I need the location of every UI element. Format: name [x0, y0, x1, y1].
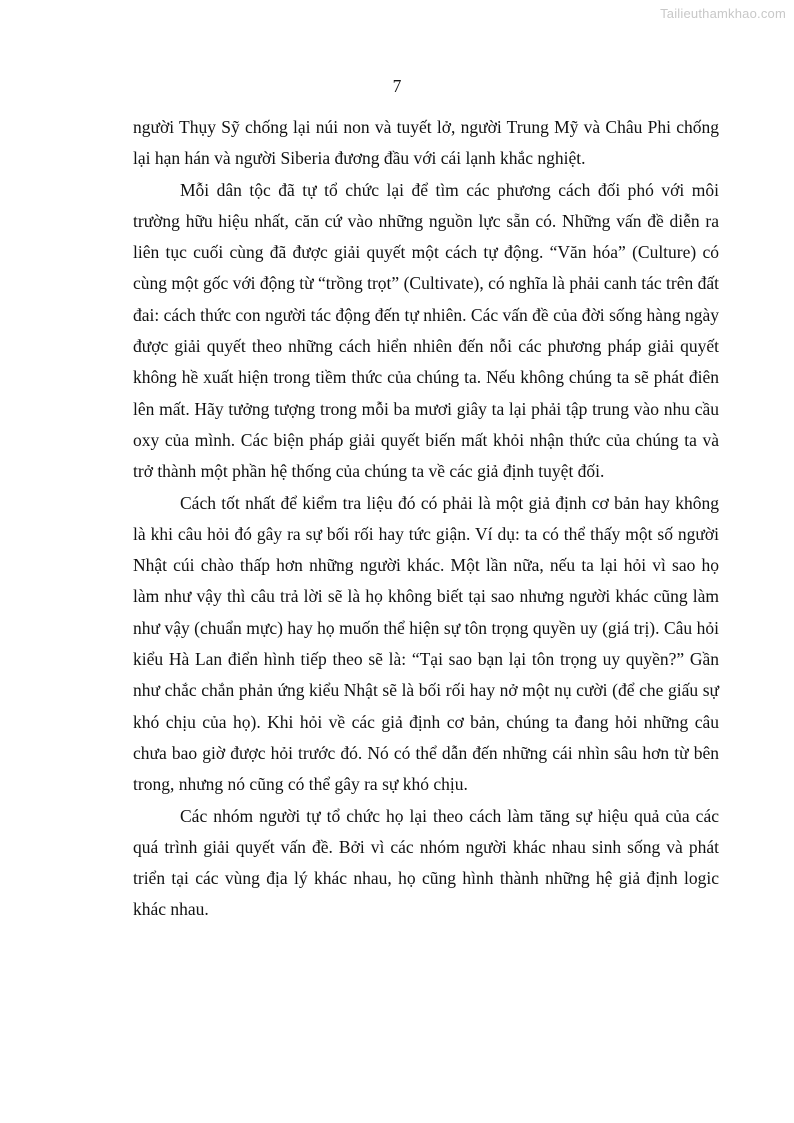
- paragraph: Các nhóm người tự tổ chức họ lại theo cách làm tăng sự hiệu quả của các quá trình giải quyết vấn đề. Bởi vì các nhóm người khác nhau sinh sống và phát triển tại các vùng địa lý khác nhau, họ cũng hình thành những hệ giả định logic khác nhau.: [133, 805, 719, 920]
- watermark: Tailieuthamkhao.com: [660, 6, 786, 21]
- paragraph-continuation: người Thụy Sỹ chống lại núi non và tuyết lở, người Trung Mỹ và Châu Phi chống lại hạn hán và người Siberia đương đầu với cái lạnh khắc nghiệt.: [133, 117, 719, 169]
- page-number: 7: [392, 76, 402, 96]
- document-body: [133, 112, 719, 926]
- paragraph: Mỗi dân tộc đã tự tổ chức lại để tìm các phương cách đối phó với môi trường hữu hiệu nhất, căn cứ vào những nguồn lực sẵn có. Những vấn đề diễn ra liên tục cuối cùng đã được giải quyết một cách tự động. “Văn hóa” (Culture) có cùng một gốc với động từ “trồng trọt” (Cultivate), có nghĩa là phải canh tác trên đất đai: cách thức con người tác động đến tự nhiên. Các vấn đề của đời sống hàng ngày được giải quyết theo những cách hiển nhiên đến nỗi các phương pháp giải quyết không hề xuất hiện trong tiềm thức của chúng ta. Nếu không chúng ta sẽ phát điên lên mất. Hãy tưởng tượng trong mỗi ba mươi giây ta lại phải tập trung vào nhu cầu oxy của mình. Các biện pháp giải quyết biến mất khỏi nhận thức của chúng ta và trở thành một phần hệ thống của chúng ta về các giả định tuyệt đối.: [133, 179, 719, 482]
- paragraph: Cách tốt nhất để kiểm tra liệu đó có phải là một giả định cơ bản hay không là khi câu hỏi đó gây ra sự bối rối hay tức giận. Ví dụ: ta có thể thấy một số người Nhật cúi chào thấp hơn những người khác. Một lần nữa, nếu ta lại hỏi vì sao họ làm như vậy thì câu trả lời sẽ là họ không biết tại sao nhưng người khác cũng làm như vậy (chuẩn mực) hay họ muốn thể hiện sự tôn trọng quyền uy (giá trị). Câu hỏi kiểu Hà Lan điển hình tiếp theo sẽ là: “Tại sao bạn lại tôn trọng uy quyền?” Gần như chắc chắn phản ứng kiểu Nhật sẽ là bối rối hay nở một nụ cười (để che giấu sự khó chịu của họ). Khi hỏi về các giả định cơ bản, chúng ta đang hỏi những câu chưa bao giờ được hỏi trước đó. Nó có thể dẫn đến những cái nhìn sâu hơn từ bên trong, nhưng nó cũng có thể gây ra sự khó chịu.: [133, 492, 719, 795]
